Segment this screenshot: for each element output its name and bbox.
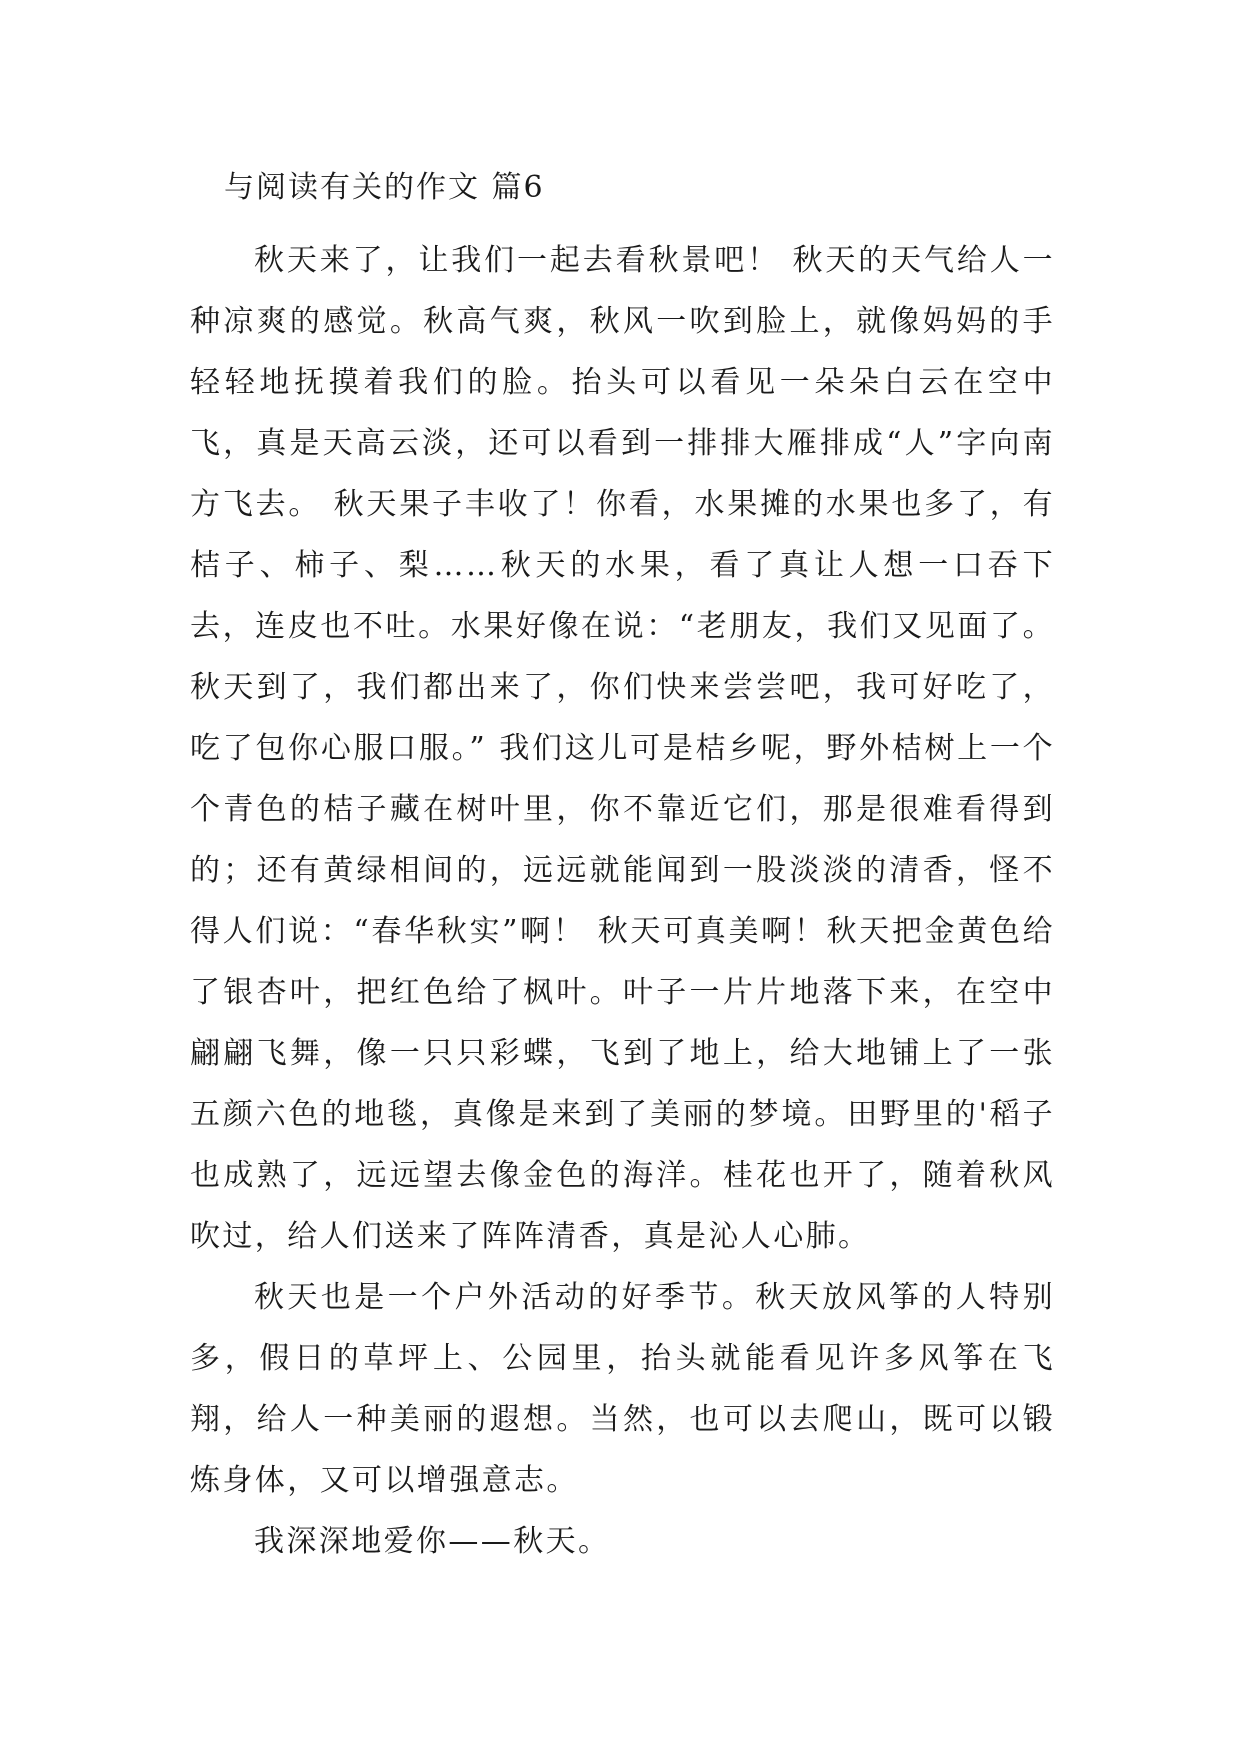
document-title: 与阅读有关的作文 篇6 (224, 170, 545, 205)
paragraph-autumn-scenery: 秋天来了，让我们一起去看秋景吧！ 秋天的天气给人一种凉爽的感觉。秋高气爽，秋风一吹到脸上，就像妈妈的手轻轻地抚摸着我们的脸。抬头可以看见一朵朵白云在空中飞，真是天高云淡，还可以看到一排排大雁排成“人”字向南方飞去。 秋天果子丰收了！你看，水果摊的水果也多了，有桔子、柿子、梨……秋天的水果，看了真让人想一口吞下去，连皮也不吐。水果好像在说：“老朋友，我们又见面了。秋天到了，我们都出来了，你们快来尝尝吧，我可好吃了，吃了包你心服口服。” 我们这儿可是桔乡呢，野外桔树上一个个青色的桔子藏在树叶里，你不靠近它们，那是很难看得到的；还有黄绿相间的，远远就能闻到一股淡淡的清香，怪不得人们说：“春华秋实”啊！ 秋天可真美啊！秋天把金黄色给了银杏叶，把红色给了枫叶。叶子一片片地落下来，在空中翩翩飞舞，像一只只彩蝶，飞到了地上，给大地铺上了一张五颜六色的地毯，真像是来到了美丽的梦境。田野里的'稻子也成熟了，远远望去像金色的海洋。桂花也开了，随着秋风吹过，给人们送来了阵阵清香，真是沁人心肺。 (190, 243, 1055, 1254)
paragraph-closing: 我深深地爱你——秋天。 (254, 1524, 611, 1559)
paragraph-outdoor-activities: 秋天也是一个户外活动的好季节。秋天放风筝的人特别多，假日的草坪上、公园里，抬头就能看见许多风筝在飞翔，给人一种美丽的遐想。当然，也可以去爬山，既可以锻炼身体，又可以增强意志。 (190, 1280, 1055, 1498)
